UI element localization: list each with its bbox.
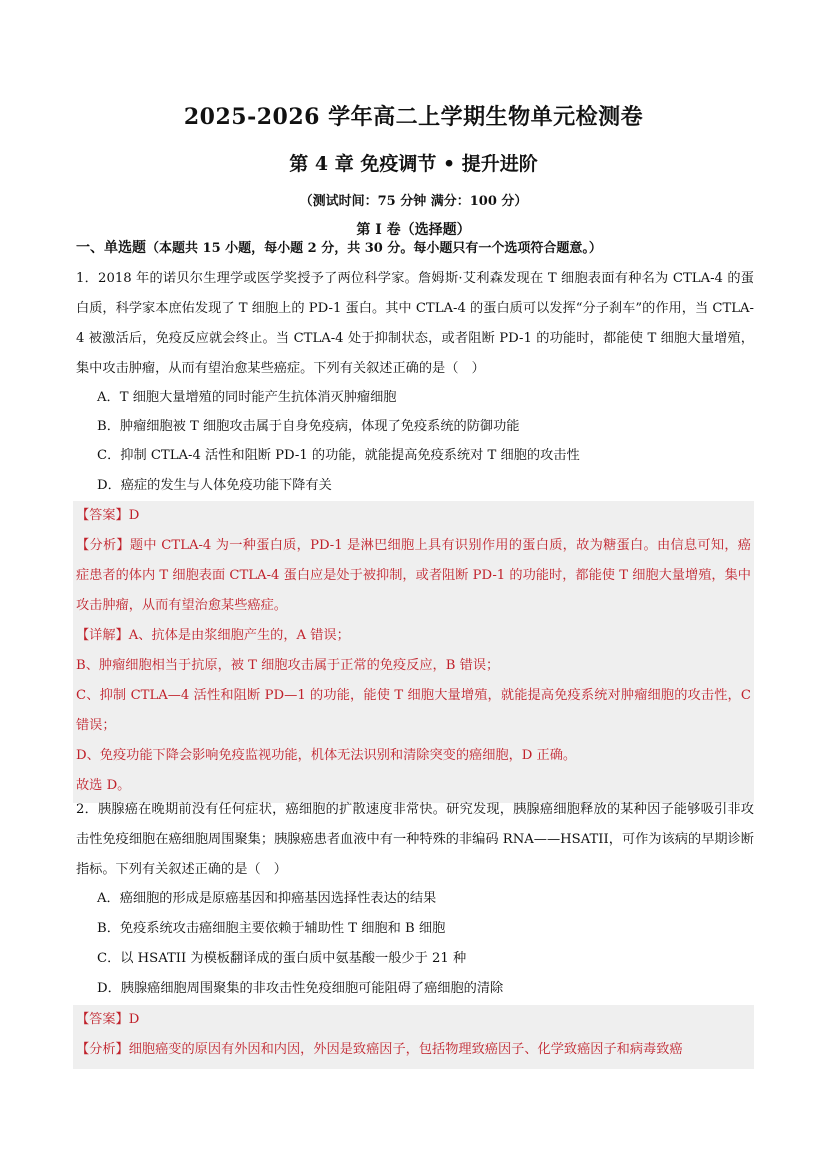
question-2-answer: 【答案】D (76, 1012, 140, 1027)
question-1-analysis: 【分析】题中 CTLA-4 为一种蛋白质，PD-1 是淋巴细胞上具有识别作用的蛋白质，故为糖蛋白。由信息可知，癌症患者的体内 T 细胞表面 CTLA-4 蛋白应是处于被抑制，或者阻断 PD-1 的功能时，都能使 T 细胞大量增殖，集中攻击肿瘤，从而有望治愈某些癌症。 (76, 538, 751, 613)
question-2-analysis: 【分析】细胞癌变的原因有外因和内因，外因是致癌因子，包括物理致癌因子、化学致癌因子和病毒致癌 (76, 1042, 683, 1057)
question-1-stem: 1．2018 年的诺贝尔生理学或医学奖授予了两位科学家。詹姆斯·艾利森发现在 T 细胞表面有种名为 CTLA-4 的蛋白质，科学家本庶佑发现了 T 细胞上的 PD-1 蛋白。其中 CTLA-4 的蛋白质可以发挥“分子刹车”的作用，当 CTLA-4 被激活后，免疫反应就会终止。当 CTLA-4 处于抑制状态，或者阻断 PD-1 的功能时，都能使 T 细胞大量增殖，集中攻击肿瘤，从而有望治愈某些癌症。下列有关叙述正确的是（ ） (76, 271, 754, 376)
question-1-option-c: C．抑制 CTLA-4 活性和阻断 PD-1 的功能，就能提高免疫系统对 T 细胞的攻击性 (97, 448, 580, 463)
question-1-option-a: A．T 细胞大量增殖的同时能产生抗体消灭肿瘤细胞 (97, 390, 397, 405)
question-1-answer: 【答案】D (76, 508, 140, 523)
question-1-detail-c: C、抑制 CTLA—4 活性和阻断 PD—1 的功能，能使 T 细胞大量增殖，就能提高免疫系统对肿瘤细胞的攻击性，C 错误； (76, 688, 751, 733)
question-2-answer-block (73, 1005, 754, 1069)
question-2-stem: 2．胰腺癌在晚期前没有任何症状，癌细胞的扩散速度非常快。研究发现，胰腺癌细胞释放的某种因子能够吸引非攻击性免疫细胞在癌细胞周围聚集；胰腺癌患者血液中有一种特殊的非编码 RNA——HSATII，可作为该病的早期诊断指标。下列有关叙述正确的是（ ） (76, 802, 754, 877)
section-description: （本题共 15 小题，每小题 2 分，共 30 分。每小题只有一个选项符合题意。） (146, 241, 602, 256)
question-1-option-b: B．肿瘤细胞被 T 细胞攻击属于自身免疫病，体现了免疫系统的防御功能 (97, 419, 520, 434)
question-2-option-b: B．免疫系统攻击癌细胞主要依赖于辅助性 T 细胞和 B 细胞 (97, 921, 446, 936)
volume-heading: 第 I 卷（选择题） (356, 222, 471, 238)
chapter-subtitle: 第 4 章 免疫调节 • 提升进阶 (289, 153, 538, 175)
section-name: 一、单选题 (76, 240, 146, 256)
question-1-detail-b: B、肿瘤细胞相当于抗原，被 T 细胞攻击属于正常的免疫反应，B 错误； (76, 658, 500, 673)
question-1-detail-d: D、免疫功能下降会影响免疫监视功能，机体无法识别和清除突变的癌细胞，D 正确。 (76, 748, 577, 763)
question-1-option-d: D．癌症的发生与人体免疫功能下降有关 (97, 478, 332, 493)
exam-title: 2025-2026 学年高二上学期生物单元检测卷 (183, 104, 644, 130)
question-2-option-c: C．以 HSATII 为模板翻译成的蛋白质中氨基酸一般少于 21 种 (97, 951, 467, 966)
question-2-option-a: A．癌细胞的形成是原癌基因和抑癌基因选择性表达的结果 (97, 891, 437, 906)
question-1-answer-block (73, 501, 754, 803)
question-1-conclusion: 故选 D。 (76, 778, 131, 793)
exam-time-info: （测试时间：75 分钟 满分：100 分） (299, 194, 528, 209)
section-heading (76, 237, 766, 257)
question-2-option-d: D．胰腺癌细胞周围聚集的非攻击性免疫细胞可能阻碍了癌细胞的清除 (97, 981, 504, 996)
question-1-detail-a: 【详解】A、抗体是由浆细胞产生的，A 错误； (76, 628, 350, 643)
